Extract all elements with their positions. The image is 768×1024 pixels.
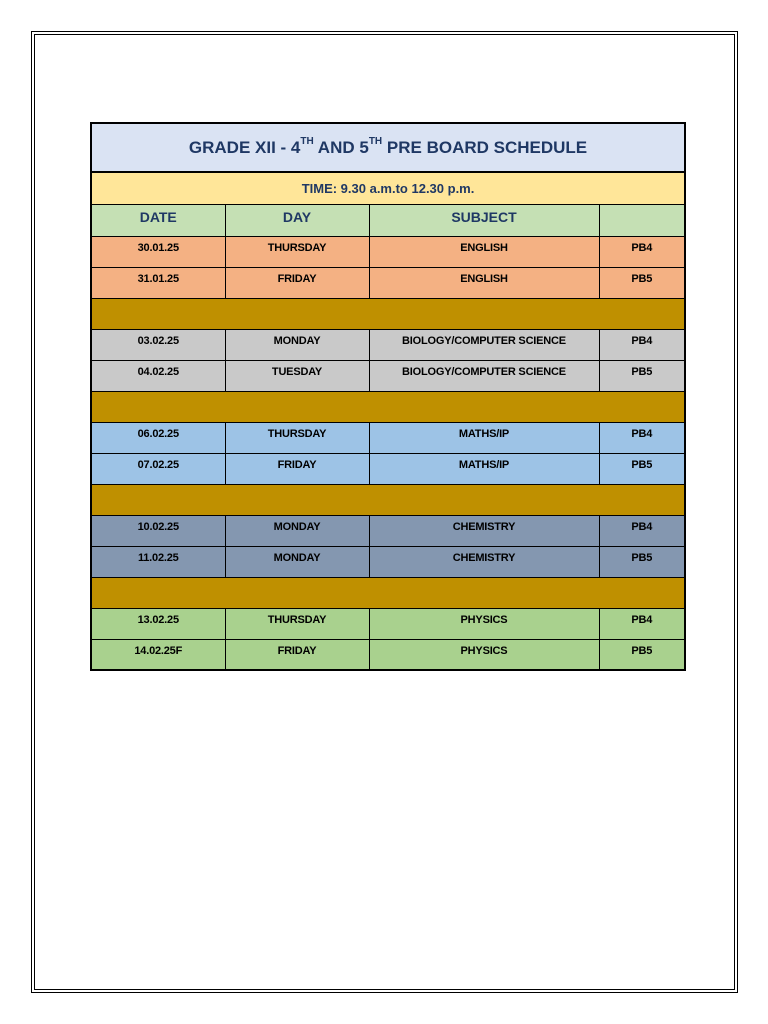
row-date: 06.02.25 [91, 422, 225, 453]
row-day: FRIDAY [225, 267, 369, 298]
row-subject: MATHS/IP [369, 422, 599, 453]
row-day: THURSDAY [225, 422, 369, 453]
row-date: 10.02.25 [91, 515, 225, 546]
row-subject: PHYSICS [369, 639, 599, 670]
row-paper: PB4 [599, 422, 685, 453]
row-subject: CHEMISTRY [369, 515, 599, 546]
row-date: 31.01.25 [91, 267, 225, 298]
table-row [91, 515, 685, 546]
row-paper: PB5 [599, 453, 685, 484]
row-paper: PB4 [599, 515, 685, 546]
separator-row [91, 577, 685, 608]
row-paper: PB4 [599, 608, 685, 639]
title-row [91, 123, 685, 172]
row-day: MONDAY [225, 546, 369, 577]
table-row [91, 422, 685, 453]
row-subject: CHEMISTRY [369, 546, 599, 577]
schedule-table [90, 122, 686, 671]
table-row [91, 267, 685, 298]
title-prefix: GRADE XII - 4 [188, 137, 301, 157]
table-row [91, 546, 685, 577]
title-mid: AND 5 [313, 137, 369, 157]
row-date: 11.02.25 [91, 546, 225, 577]
row-paper: PB4 [599, 329, 685, 360]
row-paper: PB5 [599, 267, 685, 298]
row-paper: PB5 [599, 546, 685, 577]
row-day: MONDAY [225, 515, 369, 546]
header-date: DATE [91, 204, 225, 236]
title-sup-2: TH [368, 135, 383, 147]
table-row [91, 236, 685, 267]
exam-time: TIME: 9.30 a.m.to 12.30 p.m. [91, 172, 685, 204]
row-date: 13.02.25 [91, 608, 225, 639]
row-subject: PHYSICS [369, 608, 599, 639]
row-day: FRIDAY [225, 453, 369, 484]
table-row [91, 639, 685, 670]
table-row [91, 329, 685, 360]
row-date: 07.02.25 [91, 453, 225, 484]
row-paper: PB5 [599, 639, 685, 670]
header-subject: SUBJECT [369, 204, 599, 236]
time-row [91, 172, 685, 204]
header-paper [599, 204, 685, 236]
row-date: 30.01.25 [91, 236, 225, 267]
row-subject: ENGLISH [369, 236, 599, 267]
separator-row [91, 484, 685, 515]
row-paper: PB5 [599, 360, 685, 391]
row-subject: ENGLISH [369, 267, 599, 298]
row-day: FRIDAY [225, 639, 369, 670]
header-day: DAY [225, 204, 369, 236]
row-paper: PB4 [599, 236, 685, 267]
table-row [91, 608, 685, 639]
row-subject: BIOLOGY/COMPUTER SCIENCE [369, 360, 599, 391]
row-day: THURSDAY [225, 236, 369, 267]
row-date: 14.02.25F [91, 639, 225, 670]
row-day: MONDAY [225, 329, 369, 360]
row-subject: BIOLOGY/COMPUTER SCIENCE [369, 329, 599, 360]
title-sup-1: TH [300, 135, 314, 147]
separator-row [91, 298, 685, 329]
row-subject: MATHS/IP [369, 453, 599, 484]
title-suffix: PRE BOARD SCHEDULE [382, 137, 588, 157]
header-row [91, 204, 685, 236]
separator-row [91, 391, 685, 422]
row-day: THURSDAY [225, 608, 369, 639]
row-date: 04.02.25 [91, 360, 225, 391]
table-row [91, 360, 685, 391]
row-date: 03.02.25 [91, 329, 225, 360]
table-row [91, 453, 685, 484]
row-day: TUESDAY [225, 360, 369, 391]
schedule-title [91, 123, 685, 172]
